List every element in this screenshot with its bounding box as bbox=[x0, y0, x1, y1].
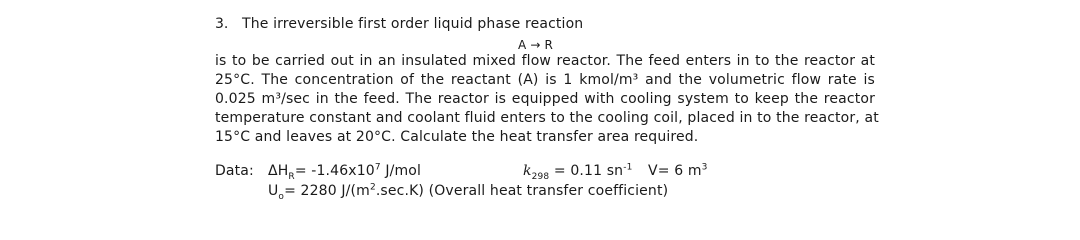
paragraph-line-1: is to be carried out in an insulated mixed flow reactor. The feed enters in to the reactor at bbox=[215, 53, 875, 69]
enthalpy-symbol: ΔH bbox=[268, 163, 289, 179]
volume-exponent: 3 bbox=[701, 162, 708, 173]
paragraph-line-5: 15°C and leaves at 20°C. Calculate the heat transfer area required. bbox=[215, 129, 699, 145]
rate-constant-value bbox=[523, 162, 632, 180]
rate-constant-number: = 0.11 sn bbox=[549, 163, 624, 179]
u-rest: .sec.K) (Overall heat transfer coefficient) bbox=[375, 183, 669, 199]
problem-number: 3. bbox=[215, 16, 229, 32]
volume-text: V= 6 m bbox=[648, 163, 702, 179]
rate-constant-subscript: 298 bbox=[531, 171, 550, 182]
enthalpy-unit: J/mol bbox=[380, 163, 422, 179]
paragraph-line-2: 25°C. The concentration of the reactant (A) is 1 kmol/m³ and the volumetric flow rate is bbox=[215, 72, 875, 88]
rate-constant-exponent: -1 bbox=[623, 162, 633, 173]
u-exponent: 2 bbox=[369, 182, 376, 193]
enthalpy-value bbox=[268, 162, 421, 180]
problem-title: The irreversible first order liquid phase reaction bbox=[242, 16, 584, 32]
paragraph-line-3: 0.025 m³/sec in the feed. The reactor is equipped with cooling system to keep the reactor bbox=[215, 91, 875, 107]
volume-value bbox=[648, 162, 708, 180]
enthalpy-subscript: R bbox=[288, 171, 295, 182]
enthalpy-number: = -1.46x10 bbox=[294, 163, 375, 179]
enthalpy-exponent: 7 bbox=[374, 162, 381, 173]
reaction-equation: A → R bbox=[518, 38, 553, 52]
paragraph-line-4: temperature constant and coolant fluid enters to the cooling coil, placed in to the reactor, at bbox=[215, 110, 879, 126]
u-symbol: U bbox=[268, 183, 279, 199]
u-number: = 2280 J/(m bbox=[284, 183, 370, 199]
data-label: Data: bbox=[215, 163, 254, 179]
u-subscript: o bbox=[278, 191, 285, 202]
rate-constant-symbol: k bbox=[523, 163, 532, 179]
heat-transfer-coefficient bbox=[268, 182, 668, 200]
